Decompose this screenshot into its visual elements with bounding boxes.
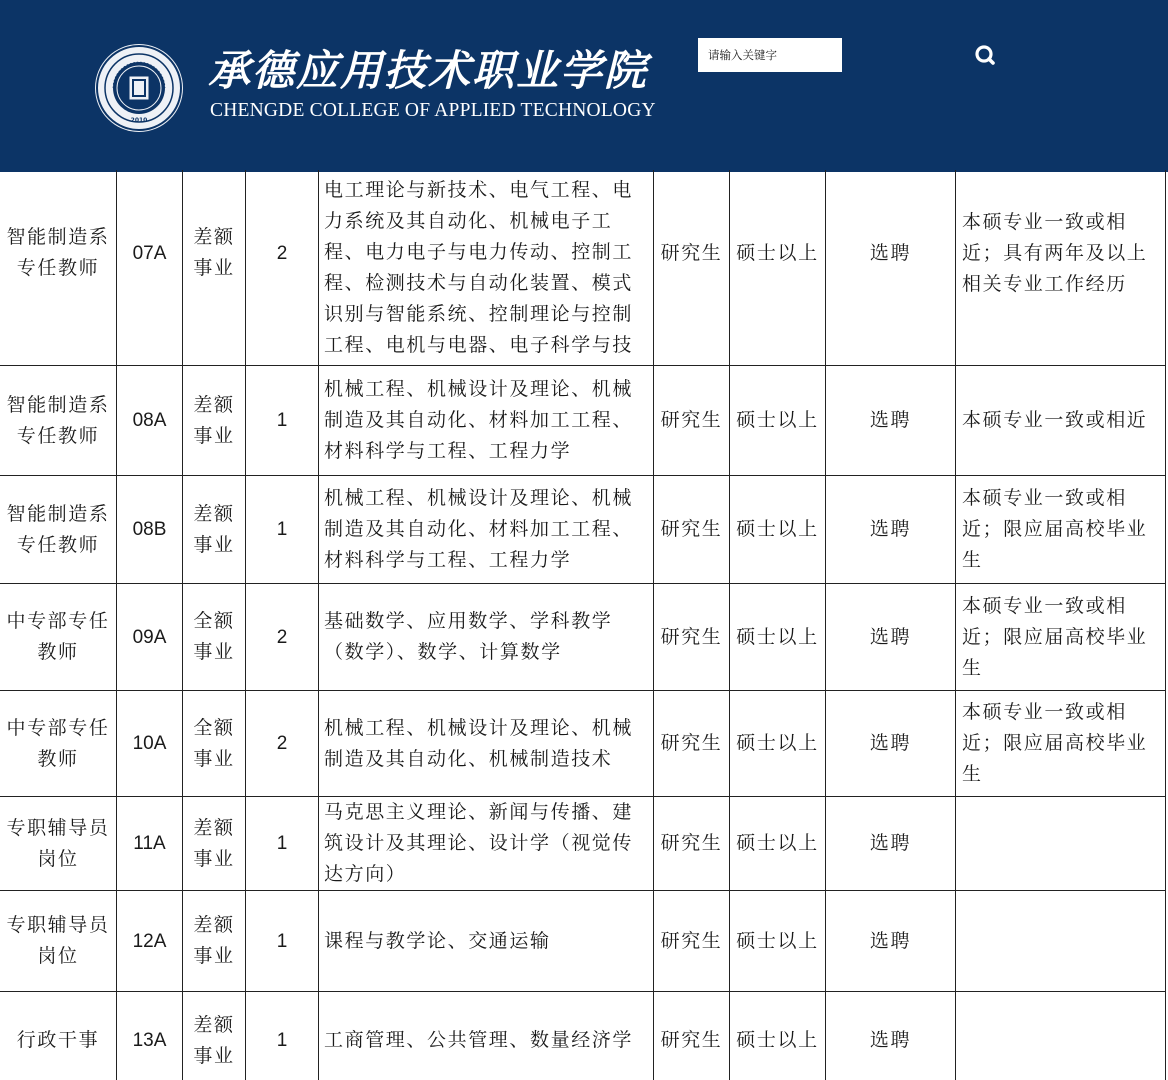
note-cell: 本硕专业一致或相近: [956, 366, 1166, 476]
site-header: [0, 0, 1168, 172]
majors-cell: 马克思主义理论、新闻与传播、建筑设计及其理论、设计学（视觉传达方向）: [319, 797, 654, 891]
table-row: [0, 476, 1166, 584]
majors-cell: 基础数学、应用数学、学科教学（数学）、数学、计算数学: [319, 584, 654, 691]
majors-cell: [319, 170, 654, 366]
majors-text: 电工理论与新技术、电气工程、电力系统及其自动化、机械电子工程、电力电子与电力传动、控制工程、检测技术与自动化装置、模式识别与智能系统、控制理论与控制工程、电机与电器、电子科学与技: [324, 179, 634, 356]
count-cell: 1: [246, 992, 319, 1080]
code-cell: 11A: [117, 797, 183, 891]
code-cell: 09A: [117, 584, 183, 691]
position-cell: 中专部专任教师: [0, 691, 117, 797]
majors-cell: 机械工程、机械设计及理论、机械制造及其自动化、材料加工工程、材料科学与工程、工程力学: [319, 476, 654, 584]
majors-cell: 课程与教学论、交通运输: [319, 891, 654, 992]
note-cell: [956, 891, 1166, 992]
code-cell: 08B: [117, 476, 183, 584]
education-cell: 研究生: [654, 584, 730, 691]
job-table-container[interactable]: [0, 170, 1168, 1080]
type-cell: 差额事业: [183, 170, 246, 366]
count-cell: 1: [246, 797, 319, 891]
education-cell: 研究生: [654, 170, 730, 366]
method-cell: 选聘: [826, 992, 956, 1080]
degree-cell: 硕士以上: [730, 170, 826, 366]
type-cell: 差额事业: [183, 366, 246, 476]
code-cell: 07A: [117, 170, 183, 366]
position-cell: 智能制造系专任教师: [0, 366, 117, 476]
method-cell: 选聘: [826, 170, 956, 366]
note-cell: 本硕专业一致或相近；限应届高校毕业生: [956, 691, 1166, 797]
count-cell: 2: [246, 584, 319, 691]
note-cell: [956, 797, 1166, 891]
degree-cell: 硕士以上: [730, 797, 826, 891]
position-cell: 行政干事: [0, 992, 117, 1080]
count-cell: 1: [246, 366, 319, 476]
position-cell: 专职辅导员岗位: [0, 797, 117, 891]
table-row: [0, 691, 1166, 797]
position-cell: 中专部专任教师: [0, 584, 117, 691]
education-cell: 研究生: [654, 476, 730, 584]
method-cell: 选聘: [826, 476, 956, 584]
code-cell: 10A: [117, 691, 183, 797]
note-cell: 本硕专业一致或相近；限应届高校毕业生: [956, 584, 1166, 691]
position-cell: 智能制造系专任教师: [0, 476, 117, 584]
majors-cell: 机械工程、机械设计及理论、机械制造及其自动化、材料加工工程、材料科学与工程、工程力学: [319, 366, 654, 476]
college-name-en: CHENGDE COLLEGE OF APPLIED TECHNOLOGY: [210, 100, 656, 121]
position-cell: 专职辅导员岗位: [0, 891, 117, 992]
count-cell: 1: [246, 891, 319, 992]
education-cell: 研究生: [654, 797, 730, 891]
type-cell: 全额事业: [183, 691, 246, 797]
table-row: [0, 891, 1166, 992]
education-cell: 研究生: [654, 366, 730, 476]
type-cell: 差额事业: [183, 797, 246, 891]
position-cell: 智能制造系专任教师: [0, 170, 117, 366]
method-cell: 选聘: [826, 891, 956, 992]
type-cell: 全额事业: [183, 584, 246, 691]
table-row: [0, 366, 1166, 476]
college-emblem-icon: [95, 44, 183, 132]
count-cell: 1: [246, 476, 319, 584]
table-row: [0, 170, 1166, 366]
type-cell: 差额事业: [183, 891, 246, 992]
degree-cell: 硕士以上: [730, 891, 826, 992]
majors-cell: 机械工程、机械设计及理论、机械制造及其自动化、机械制造技术: [319, 691, 654, 797]
job-positions-table: [0, 170, 1166, 1080]
college-logo[interactable]: [95, 44, 183, 132]
degree-cell: 硕士以上: [730, 691, 826, 797]
search-input[interactable]: [698, 38, 842, 72]
count-cell: 2: [246, 170, 319, 366]
degree-cell: 硕士以上: [730, 992, 826, 1080]
search-icon: [970, 40, 1000, 70]
table-row: [0, 992, 1166, 1080]
education-cell: 研究生: [654, 992, 730, 1080]
code-cell: 12A: [117, 891, 183, 992]
degree-cell: 硕士以上: [730, 366, 826, 476]
method-cell: 选聘: [826, 366, 956, 476]
code-cell: 13A: [117, 992, 183, 1080]
college-name-cn[interactable]: 承德应用技术职业学院: [208, 46, 649, 95]
note-cell: 本硕专业一致或相近；具有两年及以上相关专业工作经历: [956, 170, 1166, 366]
type-cell: 差额事业: [183, 476, 246, 584]
degree-cell: 硕士以上: [730, 584, 826, 691]
method-cell: 选聘: [826, 797, 956, 891]
majors-cell: 工商管理、公共管理、数量经济学: [319, 992, 654, 1080]
type-cell: 差额事业: [183, 992, 246, 1080]
search-button[interactable]: [970, 40, 1000, 70]
degree-cell: 硕士以上: [730, 476, 826, 584]
education-cell: 研究生: [654, 691, 730, 797]
table-row: [0, 797, 1166, 891]
method-cell: 选聘: [826, 691, 956, 797]
education-cell: 研究生: [654, 891, 730, 992]
method-cell: 选聘: [826, 584, 956, 691]
logo-year: 2010: [130, 117, 148, 124]
table-row: [0, 584, 1166, 691]
note-cell: [956, 992, 1166, 1080]
count-cell: 2: [246, 691, 319, 797]
code-cell: 08A: [117, 366, 183, 476]
note-cell: 本硕专业一致或相近；限应届高校毕业生: [956, 476, 1166, 584]
